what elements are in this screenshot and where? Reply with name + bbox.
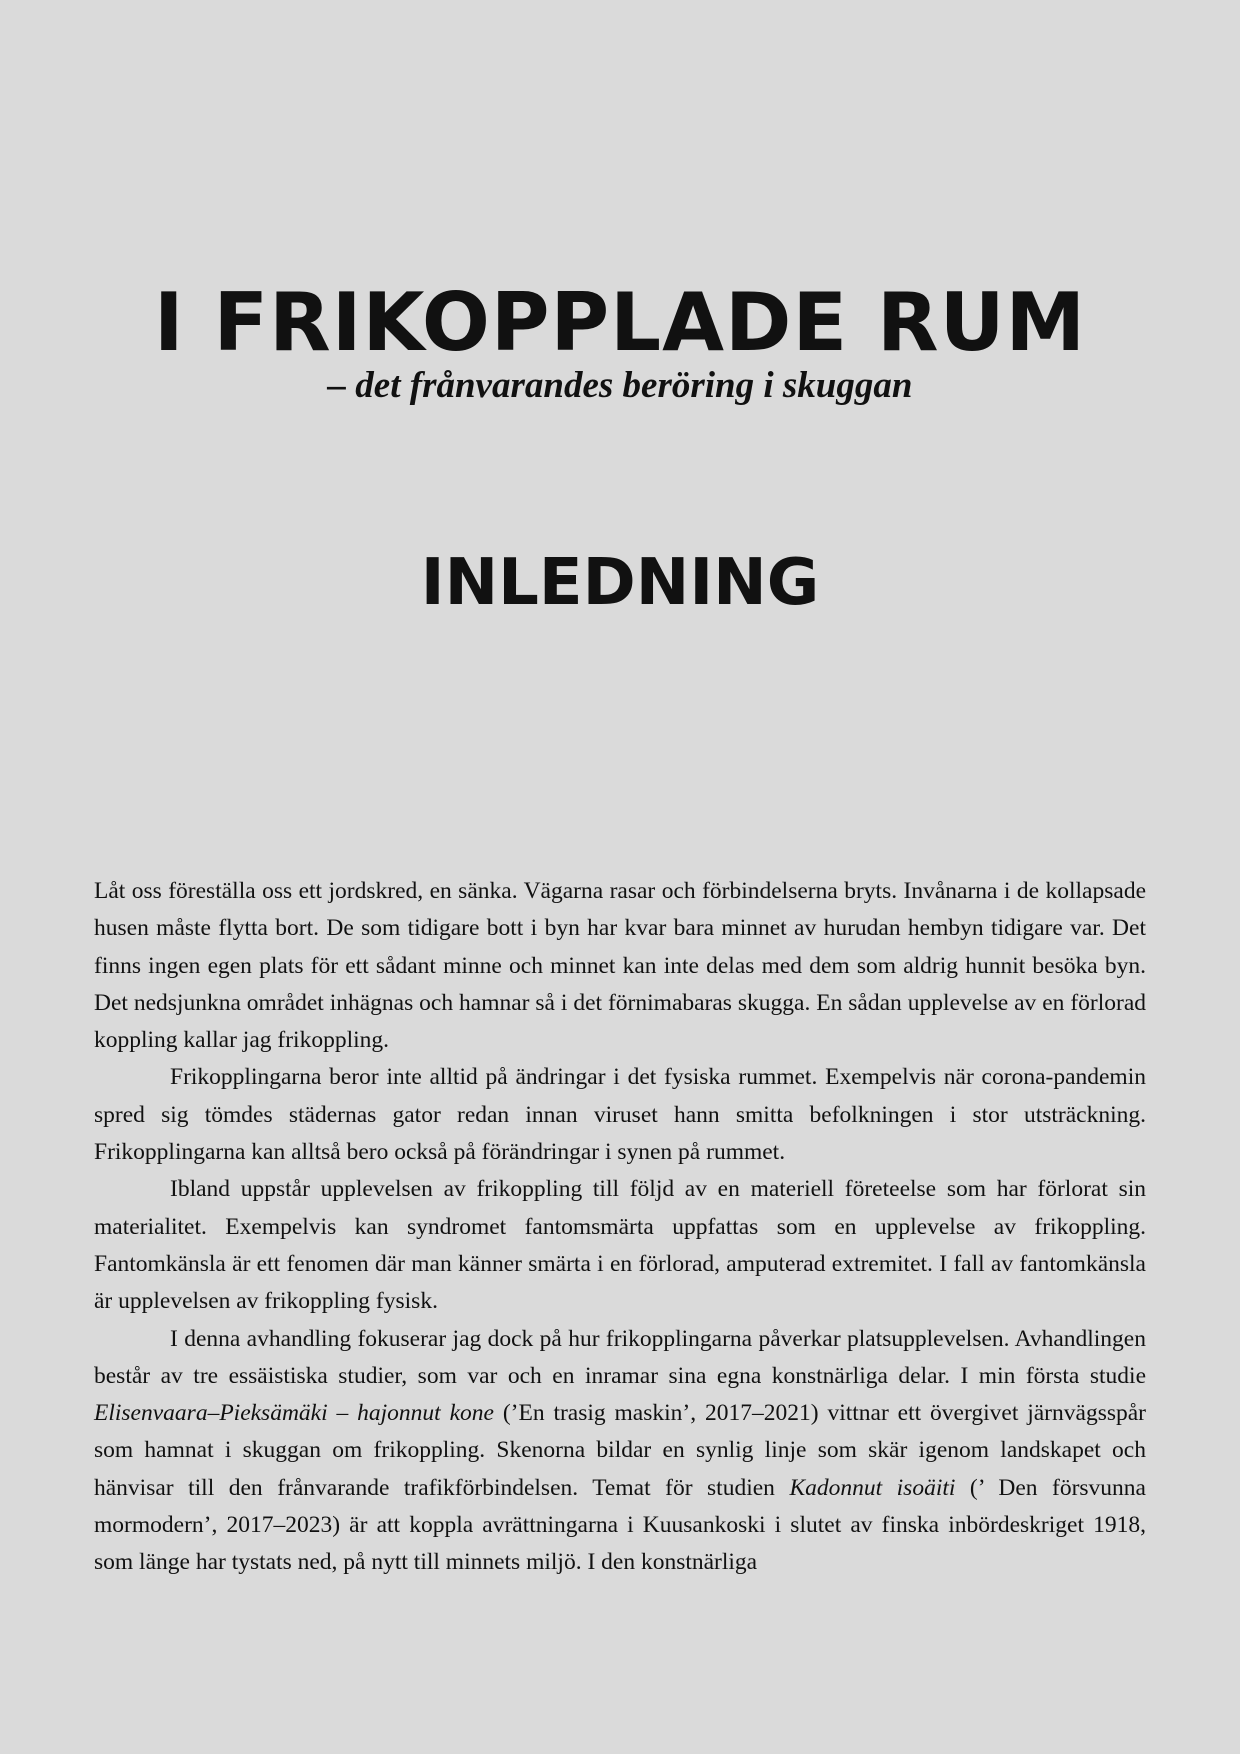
- paragraph-4-text-c: (’ Den försvunna mormodern’, 2017–2023) är att koppla avrättningarna i Kuusankoski i slutet av finska inbördeskriget 1918, som länge har tystats ned, på nytt till minnets miljö. I den konstnärliga: [94, 1474, 1146, 1576]
- main-title: I FRIKOPPLADE RUM: [153, 276, 1087, 369]
- paragraph-3: Ibland uppstår upplevelsen av frikoppling till följd av en materiell företeelse som har förlorat sin materialitet. Exempelvis kan syndromet fantomsmärta uppfattas som en upplevelse av frikoppling. Fantomkänsla är ett fenomen där man känner smärta i en förlorad, amputerad extremitet. I fall av fantomkänsla är upplevelsen av frikoppling fysisk.: [94, 1176, 1146, 1315]
- subtitle: – det frånvarandes beröring i skuggan: [327, 365, 913, 406]
- paragraph-4-text-b: (’En trasig maskin’, 2017–2021) vittnar ett övergivet järnvägsspår som hamnat i skuggan om frikoppling. Skenorna bildar en synlig linje som skär igenom landskapet och hänvisar till den frånvarande trafikförbindelsen. Temat för studien: [94, 1400, 1146, 1501]
- body-text: [94, 873, 1146, 1582]
- section-heading: INLEDNING: [420, 546, 820, 620]
- study-title-italic-1: Elisenvaara–Pieksämäki – hajonnut kone: [94, 1400, 494, 1427]
- paragraph-4: [94, 1321, 1146, 1582]
- paragraph-4-text-a: I denna avhandling fokuserar jag dock på hur frikopplingarna påverkar platsupplevelsen. Avhandlingen består av tre essäistiska studier, som var och en inramar sina egna konstnärliga delar. I min första studie: [94, 1325, 1146, 1389]
- paragraph-1: Låt oss föreställa oss ett jordskred, en sänka. Vägarna rasar och förbindelserna bryts. Invånarna i de kollapsade husen måste flytta bort. De som tidigare bott i byn har kvar bara minnet av hurudan hembyn tidigare var. Det finns ingen egen plats för ett sådant minne och minnet kan inte delas med dem som aldrig hunnit besöka byn. Det nedsjunkna området inhägnas och hamnar så i det förnimabaras skugga. En sådan upplevelse av en förlorad koppling kallar jag frikoppling.: [94, 878, 1146, 1054]
- study-title-italic-2: Kadonnut isoäiti: [789, 1474, 956, 1501]
- paragraph-2: Frikopplingarna beror inte alltid på ändringar i det fysiska rummet. Exempelvis när corona-pandemin spred sig tömdes städernas gator redan innan viruset hann smitta befolkningen i stor utsträckning. Frikopplingarna kan alltså bero också på förändringar i synen på rummet.: [94, 1064, 1146, 1166]
